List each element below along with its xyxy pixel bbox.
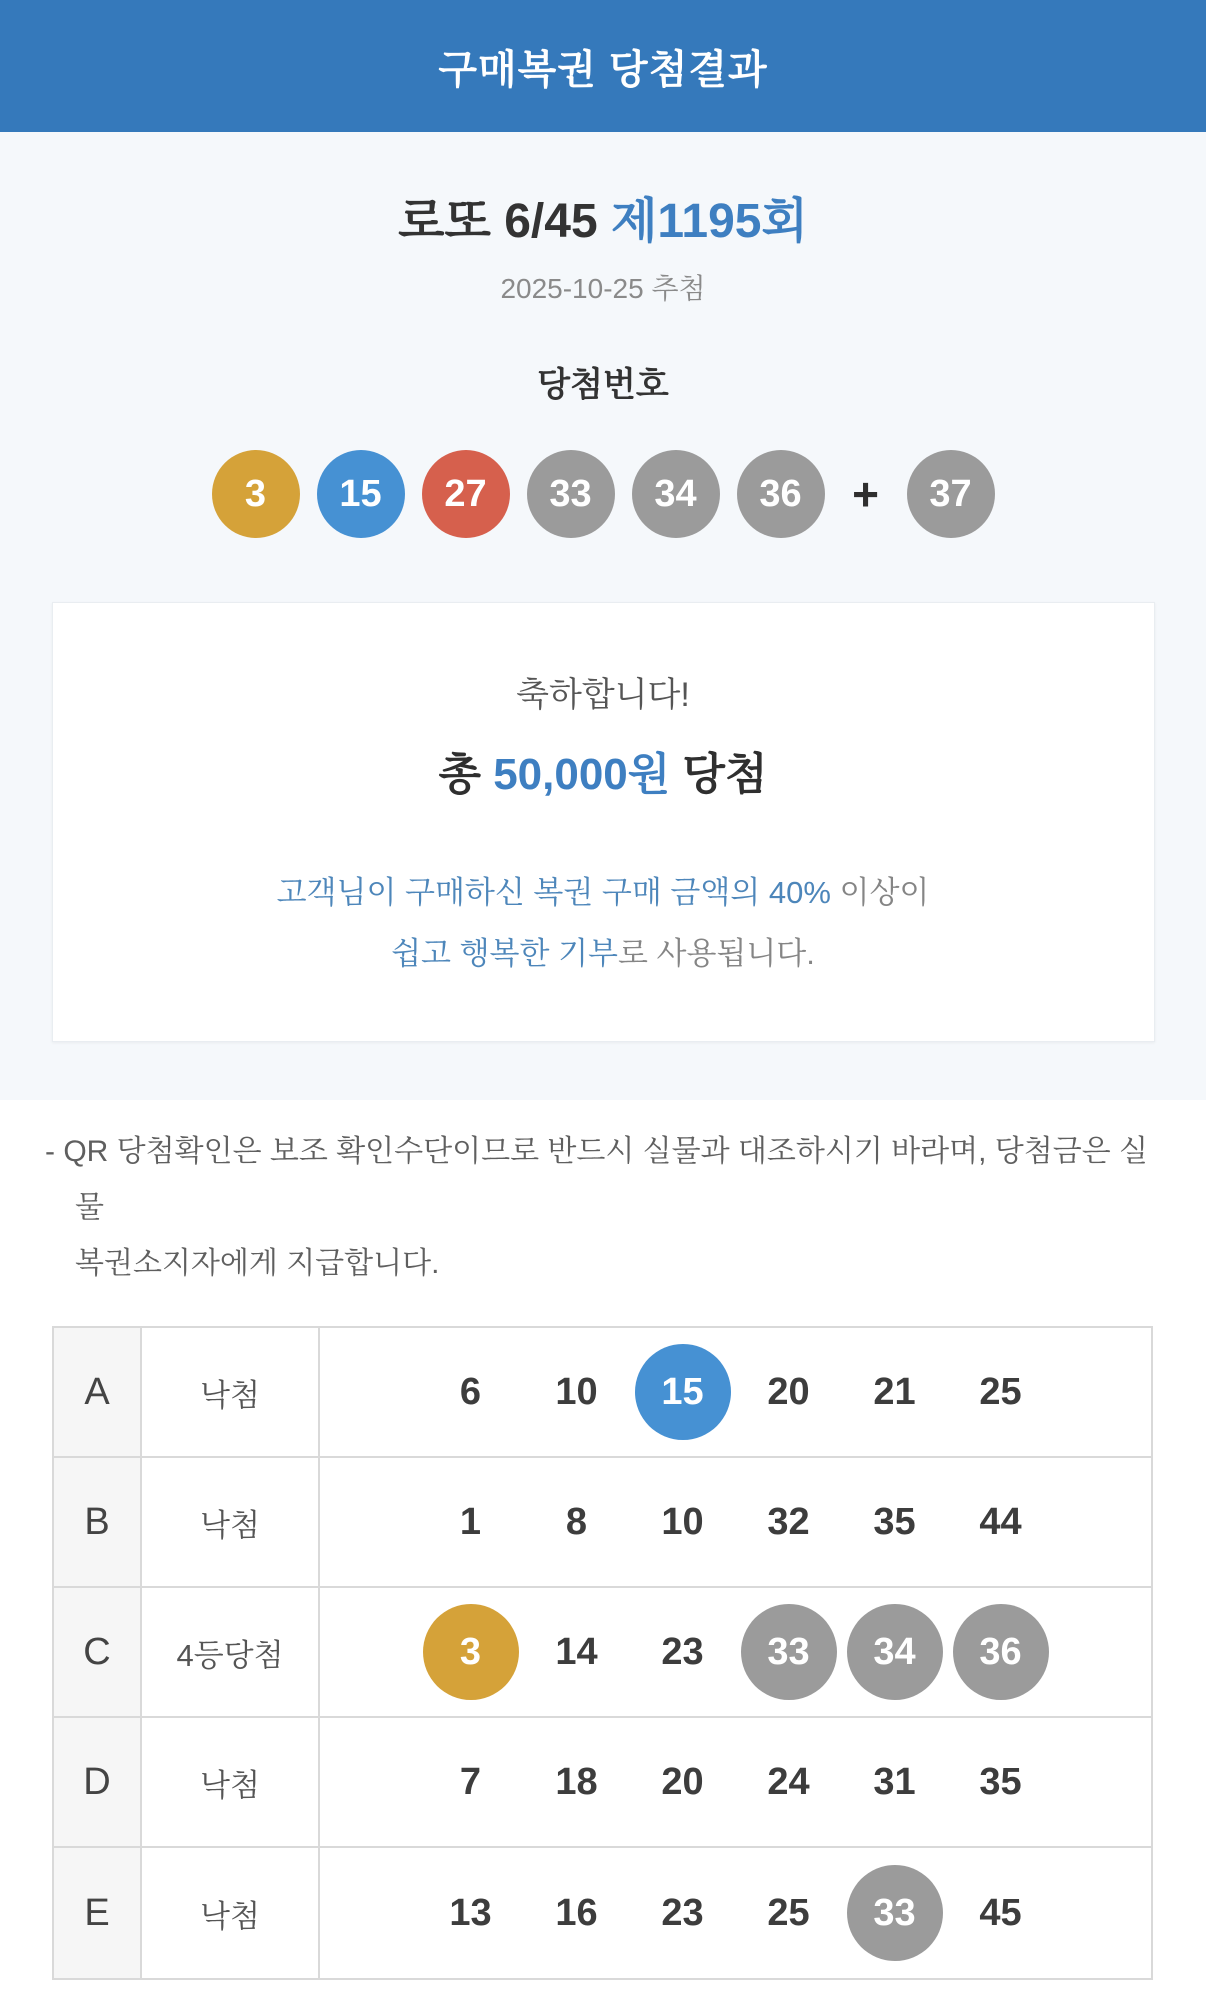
ticket-letter: D: [54, 1718, 142, 1846]
lotto-ball-34: [632, 450, 720, 538]
ball-number: 27: [444, 472, 487, 515]
ticket-number: 16: [555, 1891, 598, 1934]
bonus-ball-37: [907, 450, 995, 538]
total-winnings: [53, 738, 1154, 802]
ticket-letter: B: [54, 1458, 142, 1586]
table-row-E: [54, 1848, 1151, 1978]
ticket-numbers: [320, 1328, 1151, 1456]
table-row-A: [54, 1328, 1151, 1458]
ticket-number: 24: [767, 1760, 810, 1803]
ticket-number-matched: 34: [847, 1604, 943, 1700]
ticket-numbers: [320, 1718, 1151, 1846]
total-amount: 50,000원: [493, 750, 671, 799]
ticket-number: 6: [459, 1370, 482, 1413]
page-title: 구매복권 당첨결과: [438, 47, 768, 92]
ticket-letter: E: [54, 1848, 142, 1978]
charity-line-1: 고객님이 구매하신 복권 구매 금액의 40% 이상이: [276, 875, 930, 910]
ticket-number-matched: 15: [635, 1344, 731, 1440]
winning-numbers-heading: 당첨번호: [537, 366, 669, 404]
ticket-number: 20: [661, 1760, 704, 1803]
ticket-status: 낙첨: [142, 1458, 320, 1586]
table-row-B: [54, 1458, 1151, 1588]
ticket-number: 32: [767, 1500, 810, 1543]
ticket-numbers: [320, 1848, 1151, 1978]
table-row-D: [54, 1718, 1151, 1848]
plus-sign: +: [852, 468, 879, 520]
ball-number: 36: [759, 472, 802, 515]
ticket-number: 25: [979, 1370, 1022, 1413]
ticket-number: 20: [767, 1370, 810, 1413]
ticket-numbers: [320, 1458, 1151, 1586]
ticket-number: 8: [565, 1500, 588, 1543]
draw-date: 2025-10-25 추첨: [500, 273, 706, 304]
charity-line-2: 쉽고 행복한 기부로 사용됩니다.: [391, 936, 815, 971]
ticket-status: 낙첨: [142, 1328, 320, 1456]
draw-title: [0, 132, 1206, 251]
ticket-number-matched: 33: [741, 1604, 837, 1700]
ticket-letter: A: [54, 1328, 142, 1456]
total-suffix: 당첨: [670, 750, 768, 799]
ticket-number: 10: [661, 1500, 704, 1543]
ticket-number: 7: [459, 1760, 482, 1803]
total-prefix: 총: [438, 750, 494, 799]
ticket-number: 25: [767, 1891, 810, 1934]
ball-number: 37: [929, 472, 972, 515]
ticket-number-matched: 3: [423, 1604, 519, 1700]
ticket-status: 4등당첨: [142, 1588, 320, 1716]
ticket-numbers: [320, 1588, 1151, 1716]
ticket-number: 23: [661, 1630, 704, 1673]
draw-result-section: [0, 132, 1206, 1100]
lotto-ball-3: [212, 450, 300, 538]
ticket-table: [52, 1326, 1153, 1980]
ball-number: 34: [654, 472, 697, 515]
lotto-ball-33: [527, 450, 615, 538]
congrats-text: 축하합니다!: [516, 676, 690, 714]
ticket-number: 14: [555, 1630, 598, 1673]
charity-message: [53, 862, 1154, 984]
ticket-letter: C: [54, 1588, 142, 1716]
ball-number: 3: [244, 472, 267, 515]
ticket-number: 35: [979, 1760, 1022, 1803]
ticket-number: 21: [873, 1370, 916, 1413]
ticket-number: 10: [555, 1370, 598, 1413]
ticket-number: 35: [873, 1500, 916, 1543]
ticket-number: 31: [873, 1760, 916, 1803]
table-row-C: [54, 1588, 1151, 1718]
ticket-number: 23: [661, 1891, 704, 1934]
winning-numbers-row: [0, 450, 1206, 538]
ticket-number-matched: 33: [847, 1865, 943, 1961]
ticket-number: 13: [449, 1891, 492, 1934]
lotto-ball-36: [737, 450, 825, 538]
ball-number: 33: [549, 472, 592, 515]
result-card: [52, 602, 1155, 1042]
ball-number: 15: [339, 472, 382, 515]
ticket-number: 45: [979, 1891, 1022, 1934]
ticket-number: 18: [555, 1760, 598, 1803]
qr-notice: - QR 당첨확인은 보조 확인수단이므로 반드시 실물과 대조하시기 바라며, 당첨금은 실물 복권소지자에게 지급합니다.: [45, 1135, 1149, 1280]
ticket-number-matched: 36: [953, 1604, 1049, 1700]
lotto-ball-15: [317, 450, 405, 538]
ticket-status: 낙첨: [142, 1718, 320, 1846]
round-label: 제1195회: [610, 195, 808, 248]
ticket-number: 44: [979, 1500, 1022, 1543]
app-header: [0, 0, 1206, 132]
tickets-section: [0, 1100, 1206, 1980]
ticket-number: 1: [459, 1500, 482, 1543]
lotto-ball-27: [422, 450, 510, 538]
ticket-status: 낙첨: [142, 1848, 320, 1978]
game-label: 로또 6/45: [398, 195, 598, 248]
